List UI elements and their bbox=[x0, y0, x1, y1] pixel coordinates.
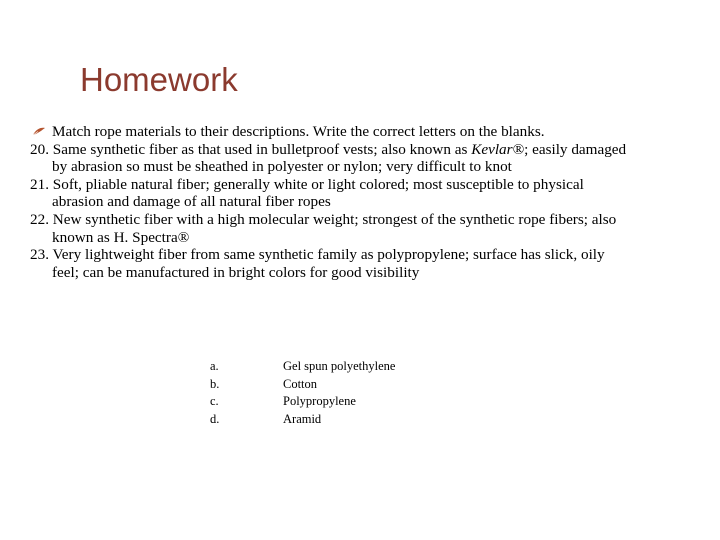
list-item-20 bbox=[30, 141, 630, 176]
choice-row-d bbox=[210, 411, 395, 429]
item-text-before: Same synthetic fiber as that used in bulletproof vests; also known as bbox=[52, 140, 468, 158]
item-text: Very lightweight fiber from same synthetic family as polypropylene; surface has slick, oily feel; can be manufactured in bright colors for good visibility bbox=[52, 246, 605, 281]
item-number: 22. bbox=[30, 210, 49, 228]
list-item-23 bbox=[30, 246, 630, 281]
item-italic-term: Kevlar® bbox=[471, 140, 525, 158]
slide-body bbox=[30, 123, 630, 281]
item-number: 21. bbox=[30, 175, 49, 193]
choice-text: Cotton bbox=[283, 376, 318, 391]
choice-text: Gel spun polyethylene bbox=[283, 359, 396, 373]
choice-row-c bbox=[210, 393, 395, 411]
item-number: 23. bbox=[30, 246, 49, 264]
choice-text: Aramid bbox=[283, 411, 322, 426]
choice-row-a bbox=[210, 358, 395, 376]
list-item-22 bbox=[30, 211, 630, 246]
choice-row-b bbox=[210, 376, 395, 394]
item-text: Soft, pliable natural fiber; generally white or light colored; most susceptible to physical abrasion and damage of all natural fiber ropes bbox=[52, 175, 584, 211]
instruction-paragraph bbox=[30, 123, 630, 141]
item-text: New synthetic fiber with a high molecular weight; strongest of the synthetic rope fibers; also known as H. Spectra® bbox=[52, 210, 617, 246]
choice-letter: c. bbox=[210, 394, 219, 408]
choice-text: Polypropylene bbox=[283, 394, 356, 408]
page-title: Homework bbox=[80, 61, 238, 98]
choice-letter: d. bbox=[210, 411, 220, 426]
instruction-text: Match rope materials to their descriptions. Write the correct letters on the blanks. bbox=[52, 123, 545, 140]
answer-choices bbox=[210, 358, 395, 428]
choice-letter: a. bbox=[210, 359, 219, 373]
item-number: 20. bbox=[30, 140, 49, 158]
choice-letter: b. bbox=[210, 376, 220, 391]
feather-bullet-icon bbox=[32, 127, 46, 137]
list-item-21 bbox=[30, 176, 630, 211]
item-text-after: ; easily damaged by abrasion so must be sheathed in polyester or nylon; very difficult to knot bbox=[52, 140, 627, 176]
